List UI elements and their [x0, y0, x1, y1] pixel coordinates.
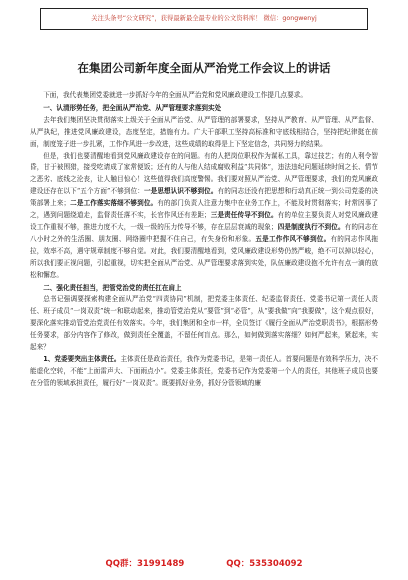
emphasis-point-3: 三是责任传导不到位。 [210, 211, 278, 220]
emphasis-point-5: 五是工作作风不够到位。 [255, 234, 331, 243]
section-1-heading: 一、认清形势任务，把全面从严治党、从严管理要求落到实处 [43, 103, 222, 112]
promo-banner: 关注头条号“公文研究”，获得最新最全最专业的公文资料库！ 微信：gongwenyj [40, 8, 368, 30]
section-1-paragraph-1: 去年我们集团坚决贯彻落实上级关于全面从严治党、从严管理的部署要求，坚持从严教育、从严管理、从严监督、从严执纪，推进党风廉政建设，态度坚定，措施有力。广大干部职工坚持高标准和守底线相结合，坚持把纪律挺在前面，制度笼子进一步扎紧，工作作风进一步改进，这些成绩的取得是上下坚定信念，共同努力的结果。 [30, 115, 378, 148]
intro-paragraph: 下面，我代表集团党委就进一步抓好今年的全面从严治党和党风廉政建设工作提几点要求。 [43, 91, 307, 99]
section-2-paragraph-1: 总书记强调要探索构建全面从严治党“四责协同”机制，把党委主体责任、纪委监督责任、党委书记第一责任人责任、班子成员“一岗双责”统一和联动起来，推动管党治党从“要管”到“必管”，从“要我做”向“我要做”，这个观点很好，要深化落实推动管党治党责任有效落实。今年，我们集团和全市一样，全员签订《履行全面从严治党职责书》，根据形势任务要求，部分内容作了修改，做到责任全覆盖，不留任何盲点。那么，如何做到落实落细？如何严起来，紧起来，实起来？ [30, 295, 378, 352]
document-title: 在集团公司新年度全面从严治党工作会议上的讲话 [77, 61, 331, 75]
paragraph-text: 有的同志还没有把思想和行动真正统一到公司党委的决策部署上来； [30, 187, 379, 208]
emphasis-point-4: 四是制度执行不到位。 [277, 222, 345, 231]
subsection-heading: 1、党委要突出主体责任。 [43, 354, 121, 363]
paragraph-text: 有的同志作风拖拉，效率不高，遇守规章制度不够自觉。对此，我们要清醒地看到，党风廉政建设形势仍然严峻，绝不可以掉以轻心，所以我们要正视问题，引起重视，切实把全面从严治党、从严管理要求落到实处，队伍廉政建设抱不允许有点一滴的放松和懈怠。 [30, 234, 378, 279]
paragraph-text: 有的部门负责人注意力集中在业务工作上，不能及时贯彻落实；时常因事了之，遇到问题绕道走，监督责任落不实，长官作风还有差距； [30, 199, 379, 220]
document-body [30, 90, 378, 390]
contact-footer [0, 557, 408, 569]
emphasis-point-1: 一是思想认识不够到位。 [143, 187, 218, 196]
qq-group: QQ群：31991489 [105, 559, 185, 569]
paragraph-text: 但是，我们也要清醒地看到党风廉政建设存在的问题。有的人把岗位职权作为谋私工具，靠过技艺；有的人利令智昏，甘于被围猎，接受吃请成了家常便饭；还有的人与他人结成腐败利益“共同体”，违法违纪问题延续时间之长、情节之恶劣、底线之沦丧，让人触目惊心！这些值得我们高度警惕。我们要对照从严治党、从严管理要求，我们的党风廉政建设还存在以下“五个方面”不够到位： [30, 151, 378, 196]
section-2-heading: 二、强化责任担当，把管党治党的责任扛在肩上 [43, 283, 182, 292]
emphasis-point-2: 二是工作落实落细不够到位。 [70, 199, 158, 208]
paragraph-text: 主体责任是政治责任，我作为党委书记，是第一责任人。首要问题是有效科学压力，决不能虚化空转，不能“上面雷声大、下面雨点小”。党委主体责任，党委书记作为党委第一个人的责任，其他班子成员也要在分管的领域承担责任，履行好“一岗双责”。既要抓好业务，抓好分管领域的廉 [30, 354, 378, 387]
section-1-paragraph-2 [30, 151, 378, 282]
section-2-paragraph-2 [30, 354, 378, 390]
paragraph-text: 有的同志在八小时之外的生活圈、朋友圈、网络圈中把握不住自己，有失身份和形象。 [30, 222, 379, 243]
paragraph-text: 有的单位主要负责人对党风廉政建设工作重视不够，推进力度不大，一级一级的压力传导不够，存在层层衰减的现象； [30, 211, 379, 231]
qq-number: QQ：535304092 [226, 559, 303, 569]
